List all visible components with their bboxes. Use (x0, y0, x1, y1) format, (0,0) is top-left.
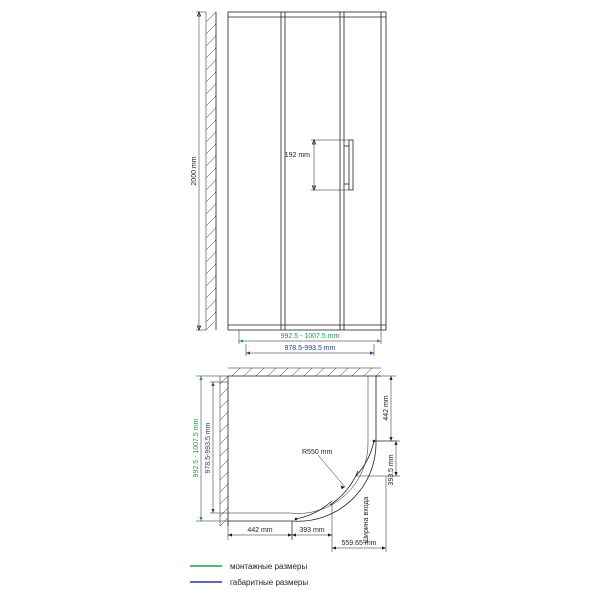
front-top-blue-dim-text: 978.5-993.5 mm (284, 345, 336, 352)
left-green-dim-text: 992.5 - 1007.5 mm (193, 418, 200, 478)
wall-hatch-front (206, 12, 216, 330)
dim-entry-width (332, 476, 386, 552)
bottom-442-dim-text: 442 mm (247, 527, 273, 534)
legend-item-1-label: габаритные размеры (230, 578, 309, 587)
entry-width-label-text: Ширина входа (363, 496, 370, 544)
wall-hatch-top-horizontal (228, 368, 381, 376)
dim-left-blue (205, 382, 228, 513)
wall-hatch-top-vertical (220, 376, 228, 526)
radius-label-text: R550 mm (302, 449, 333, 456)
legend (190, 562, 308, 587)
left-blue-dim-text: 978.5-993.5 mm (205, 422, 212, 474)
dim-top-widths (239, 330, 381, 356)
door-handle (344, 140, 353, 190)
bottom-393-dim-text: 393 mm (299, 527, 325, 534)
dim-radius (302, 449, 345, 489)
front-handle-dim-text: 192 mm (284, 152, 310, 159)
dim-height-2000 (191, 12, 206, 330)
entry-width-dim-text: 559.65 mm (341, 540, 377, 547)
legend-item-0-label: монтажные размеры (230, 562, 308, 571)
right-442-dim-text: 442 mm (383, 395, 390, 421)
dim-right-442 (376, 376, 396, 441)
dim-bottom-442 (228, 521, 292, 540)
front-view-cabin (228, 12, 386, 330)
right-393-dim-text: 393.5 mm (388, 454, 395, 486)
dim-right-393 (356, 441, 400, 486)
dim-handle-192 (285, 140, 349, 190)
front-height-dim-text: 2000 mm (191, 156, 198, 186)
front-top-green-dim-text: 992.5 - 1007.5 mm (280, 333, 340, 340)
